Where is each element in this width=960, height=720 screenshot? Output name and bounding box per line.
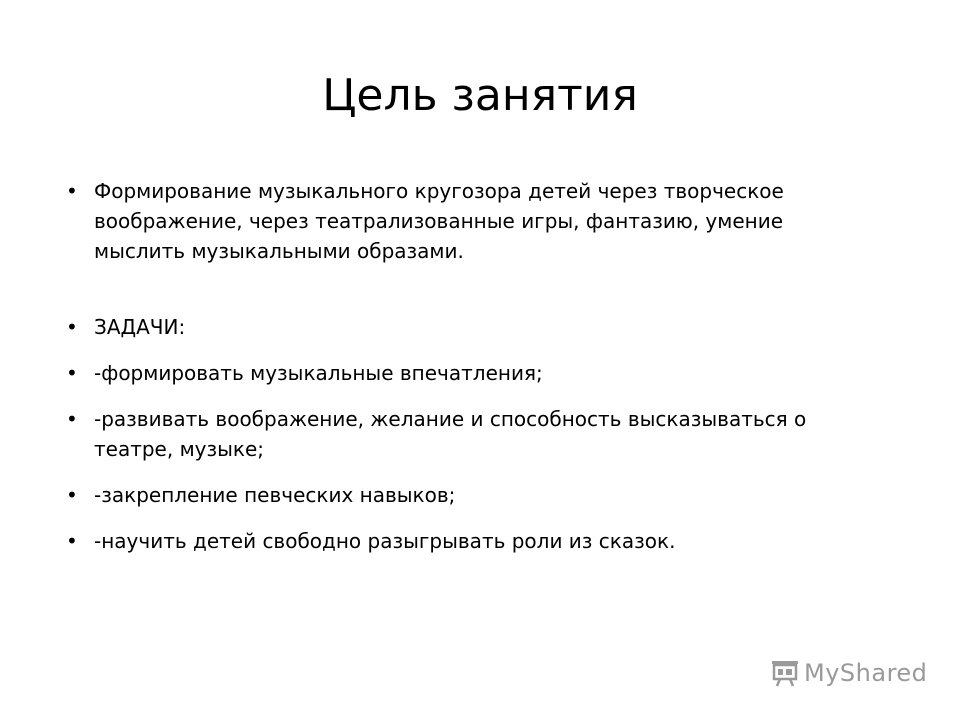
slide-title: Цель занятия (322, 70, 638, 121)
list-item (66, 526, 866, 556)
bullet-icon: • (66, 179, 78, 203)
list-item (66, 176, 866, 266)
bullet-icon: • (66, 407, 78, 431)
bullet-icon: • (66, 483, 78, 507)
bullet-icon: • (66, 361, 78, 385)
list-item-text: -закрепление певческих навыков; (94, 483, 456, 507)
list-item (66, 358, 866, 388)
list-item-text: Формирование музыкального кругозора детей через творческое воображение, через театрализованные игры, фантазию, умение мыслить музыкальными образами. (94, 179, 784, 263)
list-item-text: -научить детей свободно разыгрывать роли из сказок. (94, 529, 676, 553)
watermark-logo (770, 656, 927, 690)
bullet-icon: • (66, 315, 78, 339)
bullet-icon: • (66, 529, 78, 553)
list-item (66, 404, 866, 464)
bullet-list (66, 176, 866, 572)
list-item-text: -развивать воображение, желание и способность высказываться о театре, музыке; (94, 407, 807, 461)
watermark-text: MyShared (804, 659, 928, 687)
list-item (66, 480, 866, 510)
list-item-text: ЗАДАЧИ: (94, 315, 186, 339)
list-item (66, 312, 866, 342)
projector-screen-icon (770, 658, 800, 688)
list-item-text: -формировать музыкальные впечатления; (94, 361, 543, 385)
